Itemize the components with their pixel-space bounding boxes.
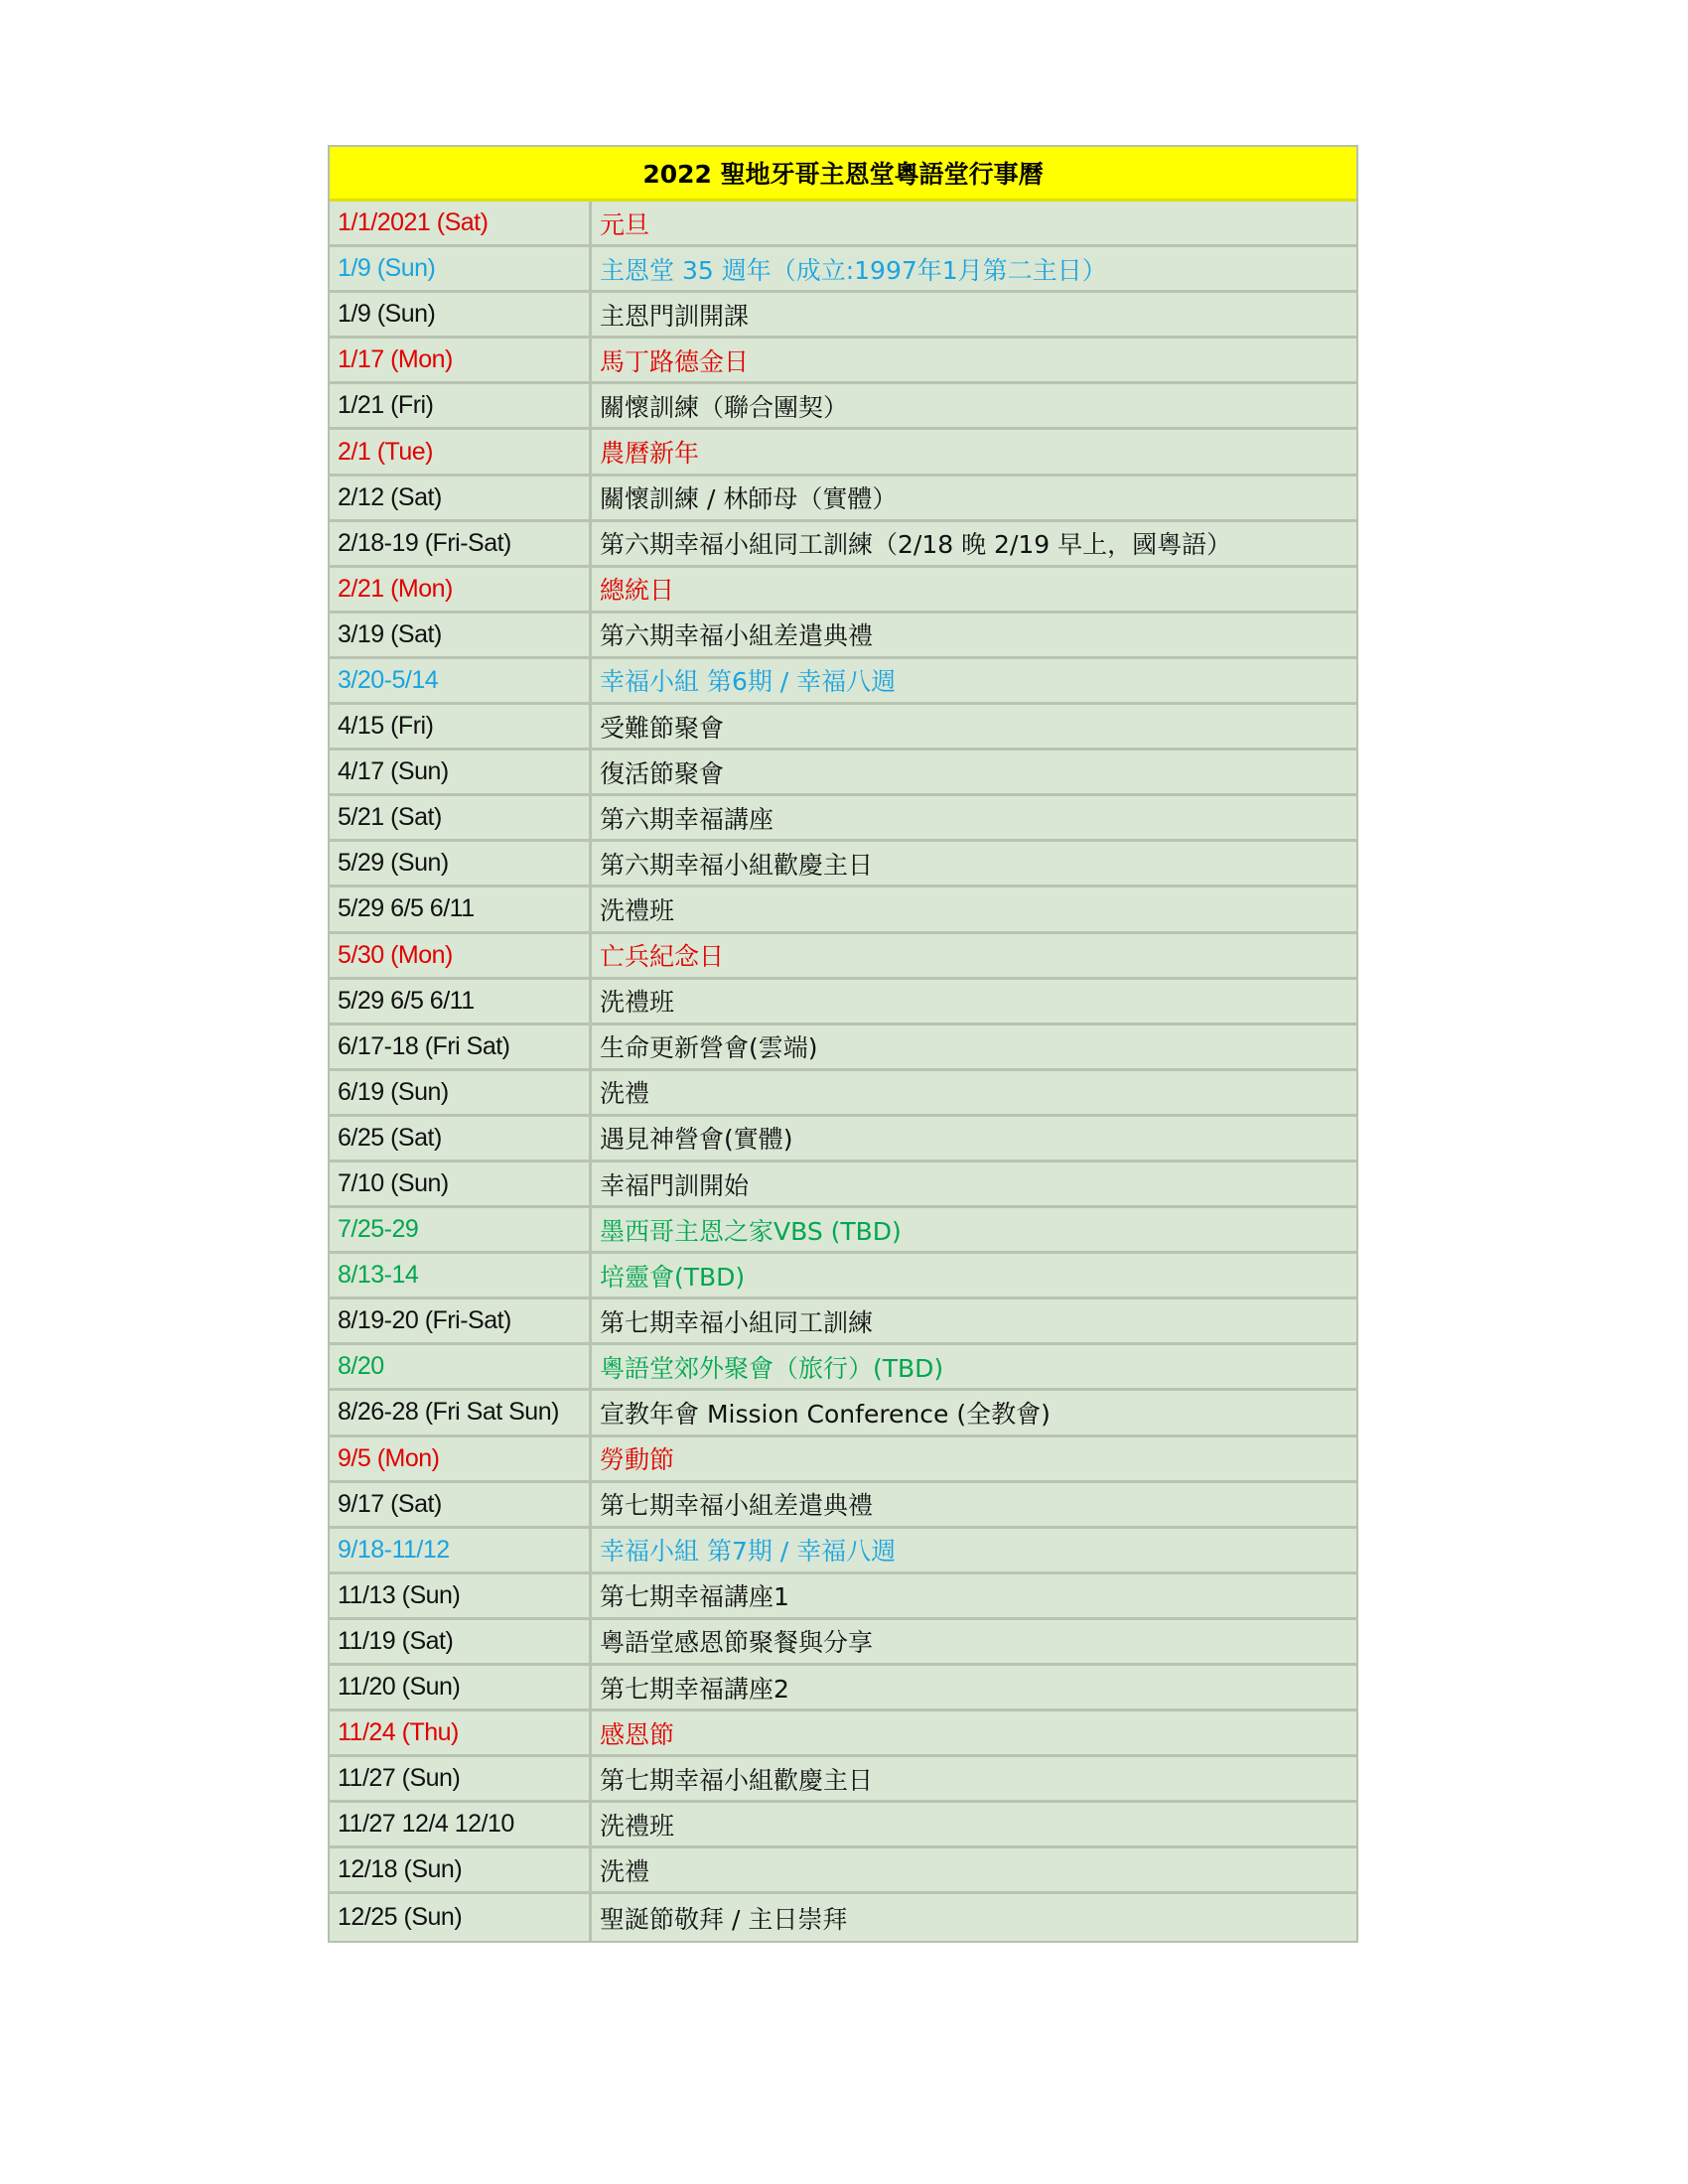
event-name: 幸福小組 第7期 / 幸福八週 [600, 1537, 897, 1567]
calendar-table [328, 145, 1358, 1943]
event-date: 11/24 (Thu) [330, 1711, 592, 1754]
event-name: 洗禮 [600, 1079, 650, 1109]
event-date: 12/18 (Sun) [330, 1848, 592, 1891]
event-date: 5/29 6/5 6/11 [330, 887, 592, 930]
event-date: 9/18-11/12 [330, 1529, 592, 1571]
event-name: 農曆新年 [600, 439, 700, 469]
event-name: 粵語堂郊外聚會（旅行）(TBD) [600, 1353, 944, 1383]
event-date: 11/19 (Sat) [330, 1620, 592, 1663]
event-name: 第六期幸福講座 [600, 804, 774, 834]
event-name: 第六期幸福小組歡慶主日 [600, 850, 874, 880]
calendar-row [330, 1299, 1356, 1345]
event-date: 1/21 (Fri) [330, 384, 592, 427]
event-name: 總統日 [600, 576, 675, 606]
event-date: 2/12 (Sat) [330, 477, 592, 519]
event-date: 12/25 (Sun) [330, 1894, 592, 1940]
event-date: 8/13-14 [330, 1254, 592, 1297]
calendar-row [330, 1894, 1356, 1940]
event-date: 2/18-19 (Fri-Sat) [330, 522, 592, 565]
event-name: 粵語堂感恩節聚餐與分享 [600, 1628, 874, 1658]
calendar-row [330, 796, 1356, 842]
calendar-row [330, 659, 1356, 705]
event-date: 5/30 (Mon) [330, 934, 592, 977]
event-name: 聖誕節敬拜 / 主日崇拜 [600, 1904, 848, 1934]
event-date: 4/17 (Sun) [330, 751, 592, 793]
calendar-row [330, 1391, 1356, 1436]
event-date: 6/25 (Sat) [330, 1117, 592, 1160]
calendar-row [330, 1620, 1356, 1666]
calendar-row [330, 430, 1356, 476]
calendar-row [330, 751, 1356, 796]
event-date: 4/15 (Fri) [330, 705, 592, 748]
event-name: 第七期幸福小組差遣典禮 [600, 1491, 874, 1521]
event-name: 亡兵紀念日 [600, 942, 725, 972]
calendar-row [330, 1254, 1356, 1299]
event-name: 洗禮班 [600, 988, 675, 1018]
event-name: 第七期幸福講座2 [600, 1674, 789, 1704]
event-date: 2/1 (Tue) [330, 430, 592, 473]
event-name: 受難節聚會 [600, 713, 725, 743]
event-date: 7/10 (Sun) [330, 1162, 592, 1205]
event-name: 宣教年會 Mission Conference (全教會) [600, 1399, 1051, 1429]
calendar-row [330, 980, 1356, 1025]
calendar-row [330, 1711, 1356, 1757]
event-name: 洗禮班 [600, 1811, 675, 1841]
event-name: 主恩門訓開課 [600, 301, 750, 331]
event-name: 遇見神營會(實體) [600, 1125, 793, 1155]
event-date: 3/20-5/14 [330, 659, 592, 702]
calendar-title: 2022 聖地牙哥主恩堂粵語堂行事曆 [330, 147, 1356, 202]
calendar-row [330, 202, 1356, 247]
event-name: 生命更新營會(雲端) [600, 1033, 818, 1063]
event-date: 1/1/2021 (Sat) [330, 202, 592, 244]
calendar-row [330, 293, 1356, 339]
event-date: 5/29 6/5 6/11 [330, 980, 592, 1023]
calendar-row [330, 887, 1356, 933]
event-name: 幸福門訓開始 [600, 1170, 750, 1200]
calendar-row [330, 1803, 1356, 1848]
calendar-row [330, 1529, 1356, 1574]
event-date: 2/21 (Mon) [330, 568, 592, 611]
calendar-row [330, 1208, 1356, 1254]
calendar-row [330, 1345, 1356, 1391]
calendar-row [330, 1162, 1356, 1208]
event-date: 3/19 (Sat) [330, 614, 592, 656]
event-name: 第六期幸福小組差遣典禮 [600, 621, 874, 651]
calendar-row [330, 568, 1356, 614]
calendar-row [330, 1071, 1356, 1117]
event-date: 5/21 (Sat) [330, 796, 592, 839]
event-name: 感恩節 [600, 1719, 675, 1749]
calendar-row [330, 1848, 1356, 1894]
event-date: 11/27 12/4 12/10 [330, 1803, 592, 1845]
event-date: 1/17 (Mon) [330, 339, 592, 381]
event-name: 墨西哥主恩之家VBS (TBD) [600, 1216, 902, 1246]
event-date: 11/20 (Sun) [330, 1666, 592, 1708]
event-name: 洗禮 [600, 1856, 650, 1886]
event-name: 幸福小組 第6期 / 幸福八週 [600, 667, 897, 697]
event-date: 8/26-28 (Fri Sat Sun) [330, 1391, 592, 1433]
event-date: 11/27 (Sun) [330, 1757, 592, 1800]
event-name: 元旦 [600, 209, 650, 239]
event-date: 8/19-20 (Fri-Sat) [330, 1299, 592, 1342]
event-date: 6/19 (Sun) [330, 1071, 592, 1114]
event-name: 關懷訓練（聯合團契） [600, 392, 849, 422]
calendar-row [330, 614, 1356, 659]
event-date: 11/13 (Sun) [330, 1574, 592, 1617]
event-date: 9/5 (Mon) [330, 1437, 592, 1480]
event-name: 復活節聚會 [600, 758, 725, 788]
event-date: 1/9 (Sun) [330, 293, 592, 336]
calendar-row [330, 339, 1356, 384]
event-name: 第七期幸福小組同工訓練 [600, 1307, 874, 1337]
event-name: 主恩堂 35 週年（成立:1997年1月第二主日） [600, 255, 1107, 285]
calendar-row [330, 384, 1356, 430]
calendar-row [330, 1666, 1356, 1711]
event-name: 勞動節 [600, 1445, 675, 1475]
event-name: 培靈會(TBD) [600, 1262, 746, 1292]
event-name: 第七期幸福講座1 [600, 1582, 789, 1612]
calendar-row [330, 522, 1356, 568]
event-date: 7/25-29 [330, 1208, 592, 1251]
event-date: 8/20 [330, 1345, 592, 1388]
calendar-row [330, 842, 1356, 887]
event-name: 第六期幸福小組同工訓練（2/18 晚 2/19 早上，國粵語） [600, 530, 1232, 560]
event-date: 1/9 (Sun) [330, 247, 592, 290]
event-name: 馬丁路德金日 [600, 346, 750, 376]
calendar-row [330, 247, 1356, 293]
calendar-row [330, 934, 1356, 980]
event-date: 9/17 (Sat) [330, 1483, 592, 1526]
event-name: 洗禮班 [600, 895, 675, 925]
calendar-rows [330, 202, 1356, 1941]
calendar-row [330, 1574, 1356, 1620]
calendar-row [330, 477, 1356, 522]
calendar-row [330, 1437, 1356, 1483]
calendar-row [330, 1117, 1356, 1162]
event-date: 5/29 (Sun) [330, 842, 592, 885]
event-name: 關懷訓練 / 林師母（實體） [600, 484, 898, 514]
calendar-row [330, 1483, 1356, 1529]
calendar-row [330, 705, 1356, 751]
event-date: 6/17-18 (Fri Sat) [330, 1025, 592, 1068]
event-name: 第七期幸福小組歡慶主日 [600, 1765, 874, 1795]
calendar-row [330, 1025, 1356, 1071]
calendar-row [330, 1757, 1356, 1803]
